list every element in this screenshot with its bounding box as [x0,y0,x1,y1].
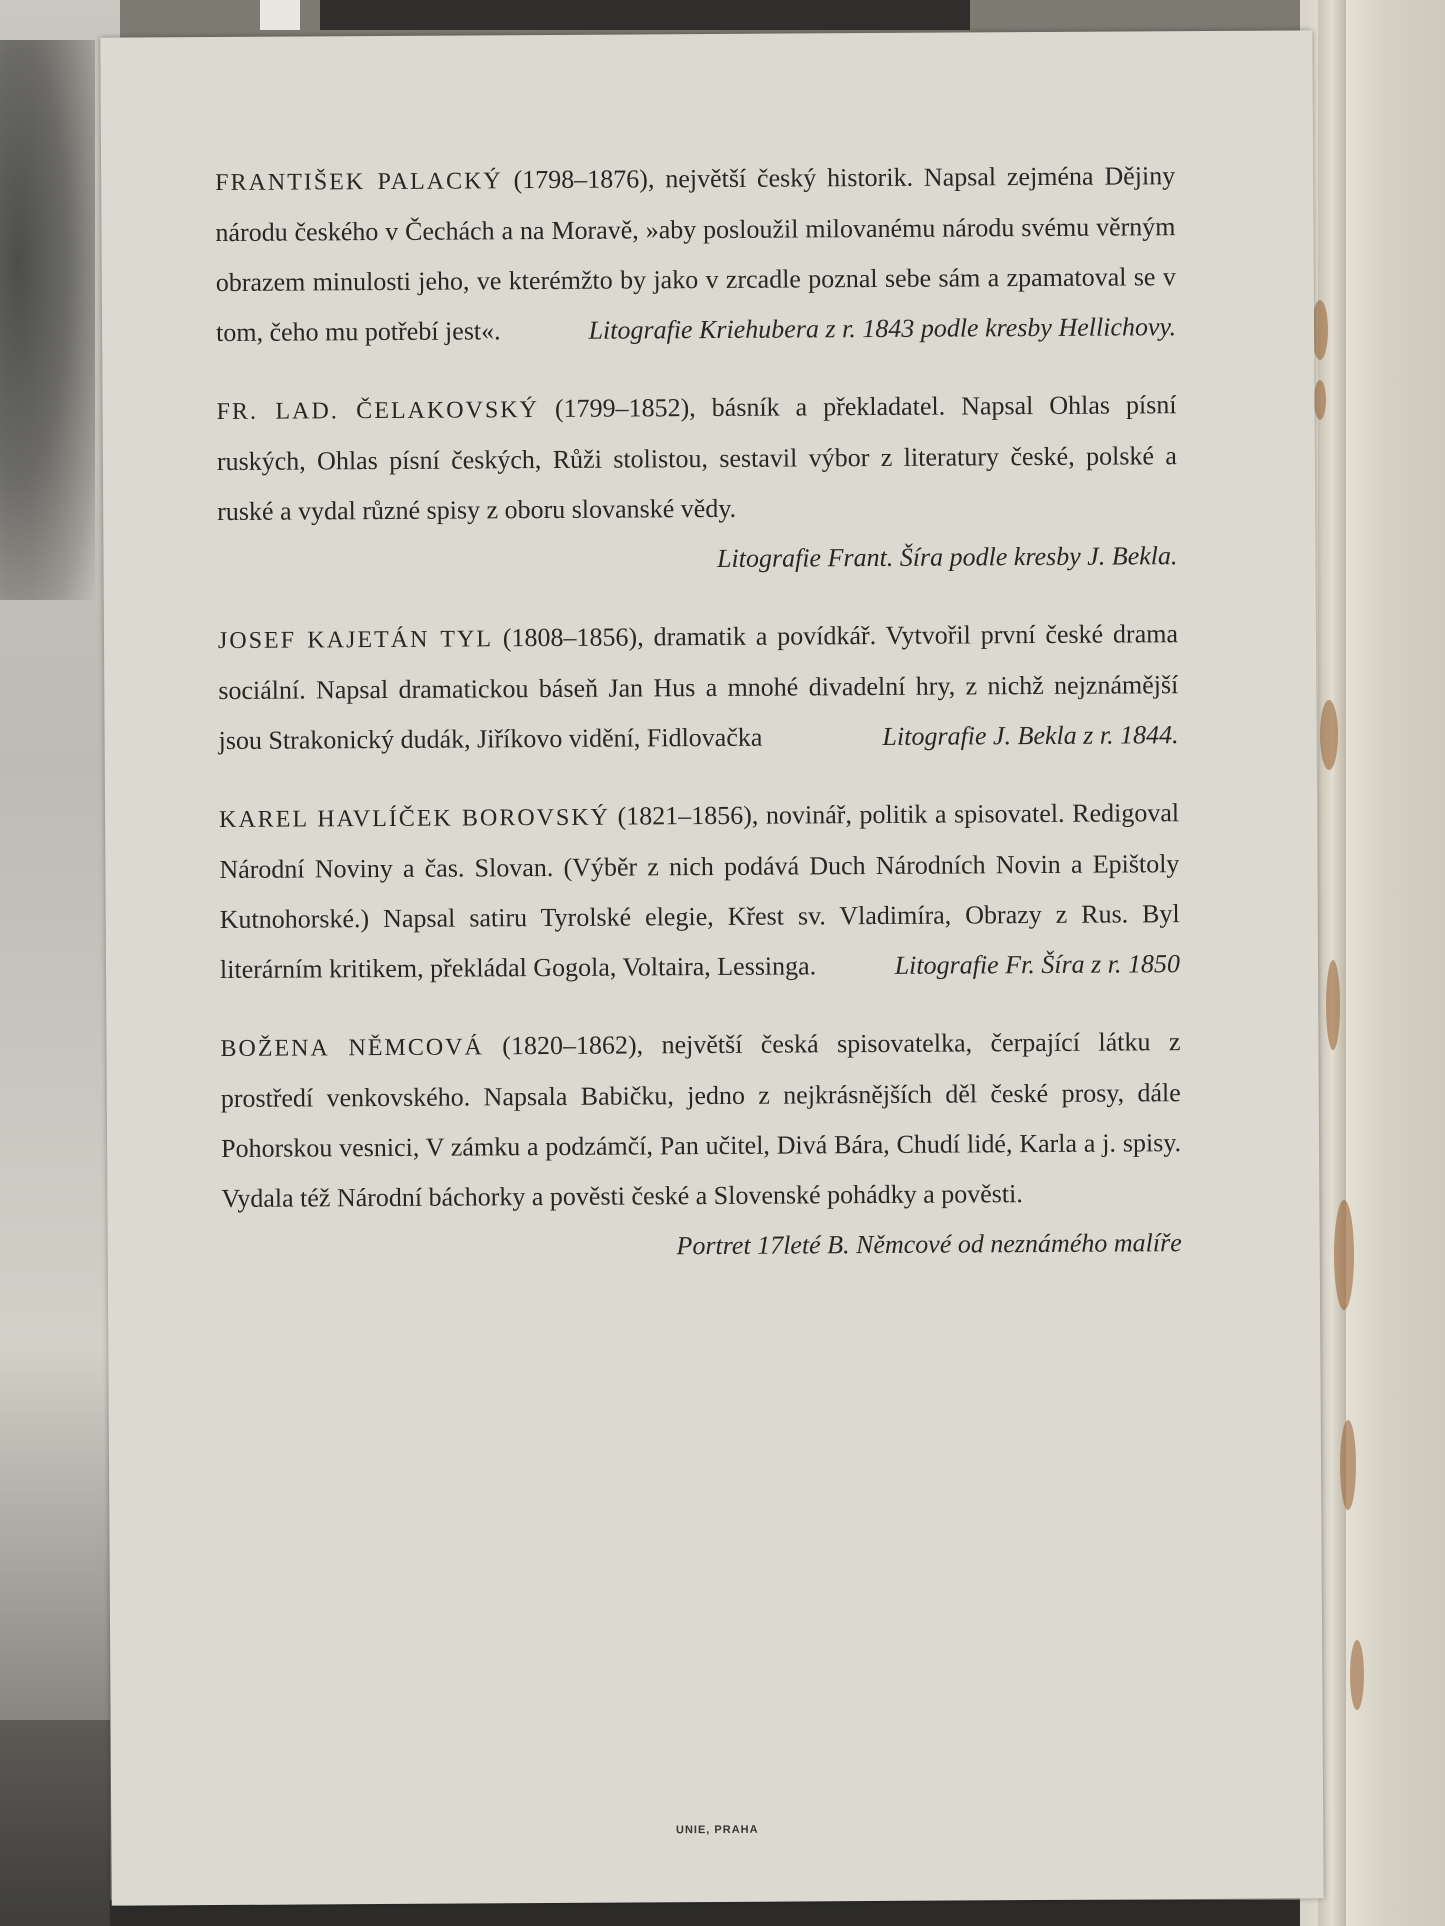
entry-text: (1798–1876), největší český historik. Napsal zejména Dějiny národu českého v Čechách a na Moravě, »aby posloužil milovanému národu svému věrným obrazem minulosti jeho, ve kterémžto by jako v zrcadle poznal sebe sám a zpamatoval se v tom, čeho mu potřebí jest«. [215,161,1176,348]
entry-text: (1799–1852), básník a překladatel. Napsal Ohlas písní ruských, Ohlas písní českých, Růži stolistou, sestavil výbor z literatury české, polské a ruské a vydal různé spisy z oboru slovanské vědy. [216,390,1177,527]
background-portrait-edge [0,40,95,600]
document-page [100,30,1323,1905]
entry-palacky [215,151,1176,358]
rust-stain [1320,700,1338,770]
entry-paragraph [215,151,1176,358]
rust-stain [1340,1420,1356,1510]
entry-caption: Litografie Kriehubera z r. 1843 podle kresby Hellichovy. [588,312,1177,345]
rust-stain [1326,960,1340,1050]
background-top [320,0,970,30]
entry-caption: Litografie Frant. Šíra podle kresby J. Bekla. [716,541,1178,573]
entry-text: (1808–1856), dramatik a povídkář. Vytvořil první české drama sociální. Napsal dramatickou báseň Jan Hus a mnohé divadelní hry, z nichž nejznámější jsou Strakonický dudák, Jiříkovo vidění, Fidlovačka [218,619,1179,756]
entry-paragraph [219,788,1180,995]
entry-celakovsky [216,380,1177,587]
document-body [215,151,1182,1302]
rust-stain [1314,380,1326,420]
entry-paragraph [216,380,1178,573]
entry-paragraph [218,609,1179,766]
printer-imprint: UNIE, PRAHA [675,1823,759,1837]
entry-nemcova [220,1017,1182,1274]
background-left-bottom [0,1720,110,1926]
entry-name: FR. LAD. ČELAKOVSKÝ [216,397,540,426]
rust-stain [1334,1200,1354,1310]
entry-name: FRANTIŠEK PALACKÝ [215,168,503,197]
entry-havlicek [219,788,1180,995]
entry-text: (1821–1856), novinář, politik a spisovatel. Redigoval Národní Noviny a čas. Slovan. (Výběr z nich podává Duch Národních Novin a Epištoly Kutnohorské.) Napsal satiru Tyrolské elegie, Křest sv. Vladimíra, Obrazy z Rus. Byl literárním kritikem, překládal Gogola, Voltaira, Lessinga. [219,798,1180,985]
entry-tyl [218,609,1179,766]
rust-stain [1350,1640,1364,1710]
entry-paragraph [220,1017,1181,1224]
background-top-strip [260,0,300,30]
entry-name: BOŽENA NĚMCOVÁ [220,1034,484,1063]
entry-caption: Litografie J. Bekla z r. 1844. [882,720,1179,751]
entry-name: KAREL HAVLÍČEK BOROVSKÝ [219,804,611,834]
entry-caption: Portret 17leté B. Němcové od neznámého malíře [676,1228,1182,1261]
entry-name: JOSEF KAJETÁN TYL [217,626,494,655]
entry-text: (1820–1862), největší česká spisovatelka, čerpající látku z prostředí venkovského. Napsala Babičku, jedno z nejkrásnějších děl české prosy, dále Pohorskou vesnici, V zámku a podzámčí, Pan učitel, Divá Bára, Chudí lidé, Karla a j. spisy. Vydala též Národní báchorky a pověsti české a Slovenské pohádky a pověsti. [220,1027,1182,1214]
entry-caption: Litografie Fr. Šíra z r. 1850 [894,949,1181,980]
rust-stain [1312,300,1328,360]
